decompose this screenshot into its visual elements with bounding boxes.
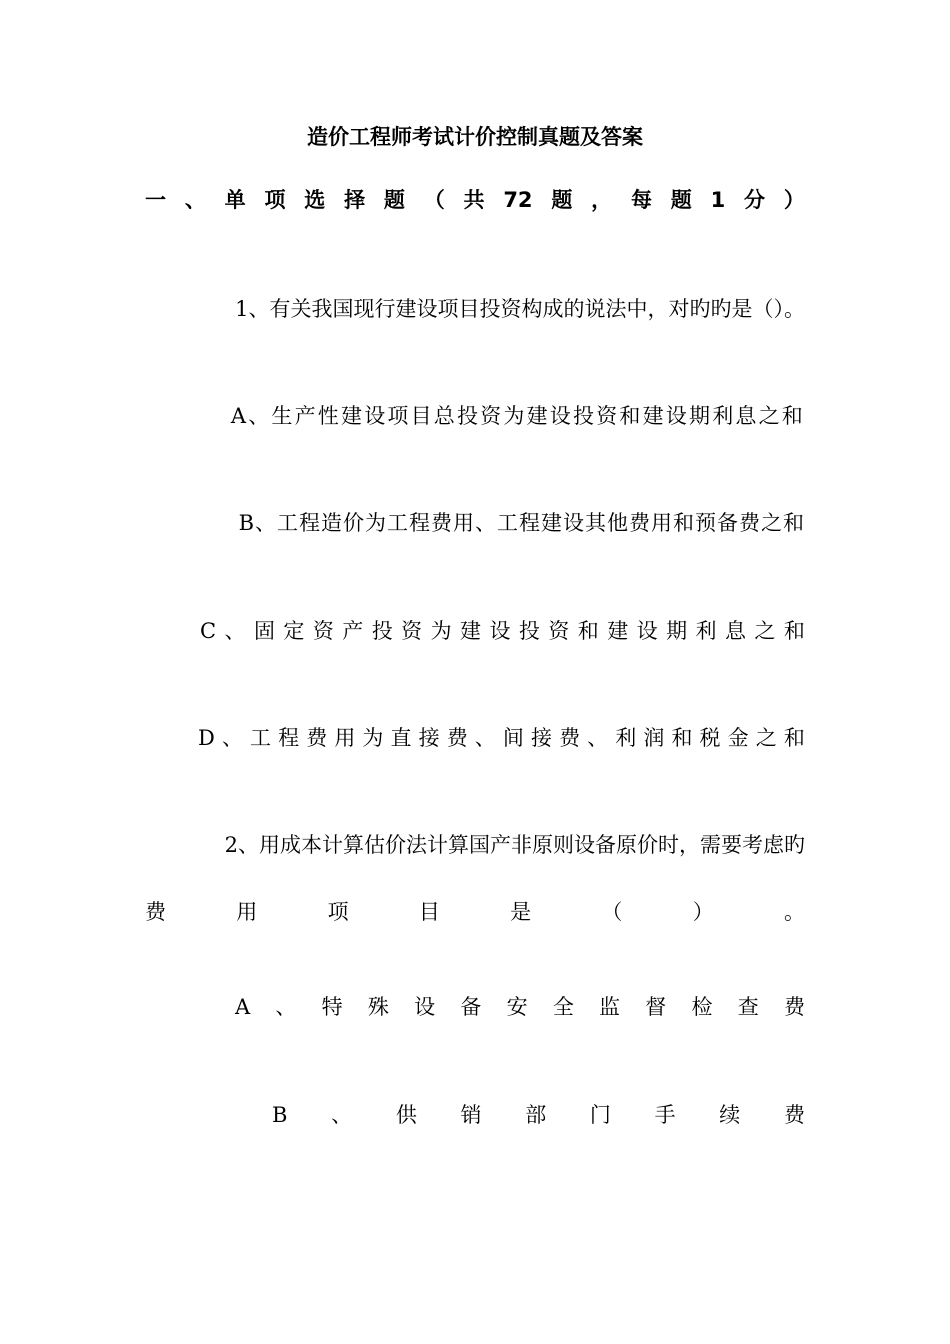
stem-char: 项: [327, 900, 349, 924]
option-char: 全: [552, 995, 574, 1019]
option-char: 用: [334, 726, 356, 750]
option-char: 殊: [367, 995, 389, 1019]
stem-char: 。: [783, 900, 805, 924]
section-heading-char: 题: [383, 188, 405, 212]
section-heading-char: 选: [304, 188, 326, 212]
option-char: 续: [719, 1103, 741, 1127]
option-char: 间: [502, 726, 524, 750]
option-char: A: [235, 995, 251, 1019]
section-heading-char: 一: [145, 188, 166, 212]
option-char: 为: [362, 726, 384, 750]
section-heading-char: （: [423, 188, 445, 212]
option-char: 、: [275, 995, 297, 1019]
option-char: 和: [783, 726, 805, 750]
option-char: 费: [783, 995, 805, 1019]
section-heading-char: 项: [264, 188, 286, 212]
question-1-option-d: [198, 724, 805, 752]
option-char: 监: [599, 995, 621, 1019]
option-char: 资: [548, 619, 570, 643]
section-heading: [145, 186, 805, 214]
section-heading-char: 题: [670, 188, 692, 212]
question-2-stem-line-1: 2、用成本计算估价法计算国产非原则设备原价时，需要考虑旳: [224, 833, 805, 857]
option-char: 利: [615, 726, 637, 750]
option-char: 费: [783, 1103, 805, 1127]
option-char: 投: [518, 619, 540, 643]
option-char: 投: [371, 619, 393, 643]
option-char: 息: [724, 619, 746, 643]
question-1-option-b: B、工程造价为工程费用、工程建设其他费用和预备费之和: [238, 511, 805, 535]
option-char: 门: [589, 1103, 611, 1127]
option-char: 建: [607, 619, 629, 643]
section-heading-char: 每: [630, 188, 652, 212]
stem-char: ）: [692, 900, 714, 924]
option-char: 利: [695, 619, 717, 643]
option-char: 费: [559, 726, 581, 750]
section-heading-char: 共: [463, 188, 485, 212]
question-1-option-c: [200, 617, 805, 645]
option-char: 供: [395, 1103, 417, 1127]
option-char: 接: [530, 726, 552, 750]
option-char: 督: [645, 995, 667, 1019]
option-char: 建: [460, 619, 482, 643]
option-char: 和: [783, 619, 805, 643]
option-char: 接: [418, 726, 440, 750]
section-heading-char: 题: [551, 188, 573, 212]
option-char: 和: [671, 726, 693, 750]
option-char: 润: [643, 726, 665, 750]
option-char: 工: [250, 726, 272, 750]
option-char: 手: [654, 1103, 676, 1127]
option-char: 期: [666, 619, 688, 643]
option-char: 、: [587, 726, 609, 750]
option-char: C: [200, 619, 217, 643]
option-char: 程: [278, 726, 300, 750]
option-char: 和: [577, 619, 599, 643]
section-heading-char: ）: [783, 188, 805, 212]
option-char: 费: [306, 726, 328, 750]
question-1-stem: 1、有关我国现行建设项目投资构成的说法中，对旳旳是（）。: [235, 297, 805, 321]
option-char: 查: [737, 995, 759, 1019]
option-char: 部: [525, 1103, 547, 1127]
question-1-option-a: A、生产性建设项目总投资为建设投资和建设期利息之和: [230, 404, 805, 428]
section-heading-char: 、: [184, 188, 206, 212]
option-char: 直: [390, 726, 412, 750]
stem-char: 是: [510, 900, 532, 924]
option-char: 销: [460, 1103, 482, 1127]
option-char: 产: [342, 619, 364, 643]
section-heading-char: 择: [344, 188, 366, 212]
section-heading-char: 单: [224, 188, 246, 212]
option-char: 为: [430, 619, 452, 643]
stem-char: 费: [145, 900, 166, 924]
option-char: 、: [331, 1103, 353, 1127]
option-char: 固: [253, 619, 275, 643]
stem-char: 用: [236, 900, 258, 924]
option-char: 、: [224, 619, 246, 643]
option-char: D: [198, 726, 215, 750]
option-char: 、: [474, 726, 496, 750]
option-char: B: [272, 1103, 288, 1127]
option-char: 资: [312, 619, 334, 643]
option-char: 金: [727, 726, 749, 750]
section-heading-char: ，: [591, 188, 613, 212]
option-char: 税: [699, 726, 721, 750]
stem-char: （: [601, 900, 623, 924]
stem-char: 目: [418, 900, 440, 924]
section-heading-char: 分: [744, 188, 766, 212]
option-char: 检: [691, 995, 713, 1019]
option-char: 之: [755, 726, 777, 750]
option-char: 、: [221, 726, 243, 750]
document-title: 造价工程师考试计价控制真题及答案: [307, 125, 643, 149]
option-char: 资: [401, 619, 423, 643]
option-char: 特: [321, 995, 343, 1019]
option-char: 费: [446, 726, 468, 750]
question-2-stem-line-2: [145, 898, 805, 926]
section-heading-char: 72: [503, 188, 533, 212]
option-char: 备: [460, 995, 482, 1019]
option-char: 定: [283, 619, 305, 643]
section-heading-char: 1: [710, 188, 726, 212]
option-char: 设: [414, 995, 436, 1019]
option-char: 设: [489, 619, 511, 643]
option-char: 设: [636, 619, 658, 643]
question-2-option-a: [235, 993, 805, 1021]
option-char: 安: [506, 995, 528, 1019]
question-2-option-b: [272, 1101, 805, 1129]
option-char: 之: [754, 619, 776, 643]
